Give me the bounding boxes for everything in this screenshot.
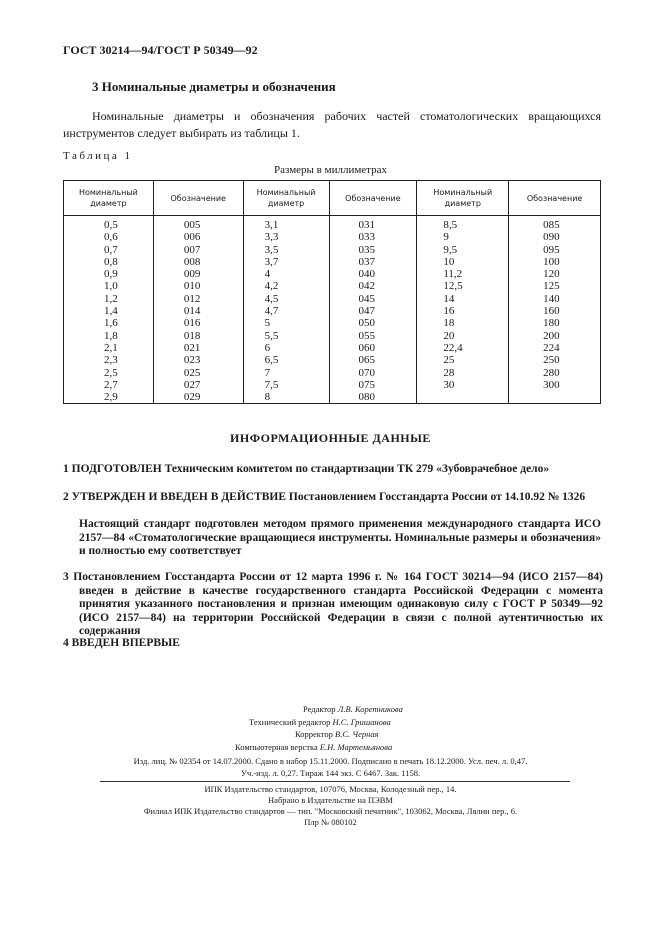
- table-row: [64, 305, 601, 317]
- credit-line: [235, 703, 403, 716]
- divider: [100, 781, 570, 782]
- table-cell: 007: [153, 244, 243, 256]
- table-cell: 070: [329, 367, 417, 379]
- intro-paragraph: Номинальные диаметры и обозначения рабочих частей стоматологических вращающихся инструментов следует выбирать из таблицы 1.: [63, 109, 601, 140]
- table-cell: 065: [329, 354, 417, 366]
- table-cell: 014: [153, 305, 243, 317]
- table-cell: 3,1: [243, 216, 329, 232]
- table-cell: 037: [329, 256, 417, 268]
- table-cell: 025: [153, 367, 243, 379]
- table-cell: 200: [509, 330, 601, 342]
- table-cell: [509, 391, 601, 404]
- table-cell: [417, 391, 509, 404]
- table-cell: 5,5: [243, 330, 329, 342]
- table-cell: 2,1: [64, 342, 154, 354]
- table-cell: 22,4: [417, 342, 509, 354]
- table-cell: 1,2: [64, 293, 154, 305]
- table-cell: 250: [509, 354, 601, 366]
- info-item-2: 2 УТВЕРЖДЕН И ВВЕДЕН В ДЕЙСТВИЕ Постановлением Госстандарта России от 14.10.92 № 1326: [63, 491, 586, 503]
- table-row: [64, 268, 601, 280]
- table-cell: 20: [417, 330, 509, 342]
- publisher-line: Филиал ИПК Издательство стандартов — тип. "Московский печатник", 103062, Москва, Лялин пер., 6.: [143, 806, 518, 816]
- credits-block: [235, 703, 403, 753]
- table-header-cell: Номинальный диаметр: [243, 181, 329, 216]
- table-row: [64, 317, 601, 329]
- table-header-cell: Обозначение: [153, 181, 243, 216]
- table-row: [64, 244, 601, 256]
- table-cell: 018: [153, 330, 243, 342]
- table-cell: 18: [417, 317, 509, 329]
- table-cell: 224: [509, 342, 601, 354]
- table-row: [64, 231, 601, 243]
- table-cell: 180: [509, 317, 601, 329]
- table-cell: 300: [509, 379, 601, 391]
- table-cell: 160: [509, 305, 601, 317]
- table-header-cell: Номинальный диаметр: [64, 181, 154, 216]
- credit-name: Л.В. Коретникова: [337, 704, 403, 714]
- table-row: [64, 280, 601, 292]
- table-cell: 012: [153, 293, 243, 305]
- table-cell: 0,5: [64, 216, 154, 232]
- table-cell: 031: [329, 216, 417, 232]
- table-cell: 6,5: [243, 354, 329, 366]
- table-cell: 28: [417, 367, 509, 379]
- table-header-cell: Обозначение: [509, 181, 601, 216]
- table-cell: 3,3: [243, 231, 329, 243]
- table-cell: 016: [153, 317, 243, 329]
- table-cell: 120: [509, 268, 601, 280]
- table-cell: 3,5: [243, 244, 329, 256]
- publisher-block: [0, 784, 661, 828]
- table-cell: 095: [509, 244, 601, 256]
- table-cell: 047: [329, 305, 417, 317]
- imprint-line: Уч.-изд. л. 0,27. Тираж 144 экз. С 6467. Зак. 1158.: [240, 767, 421, 778]
- table-cell: 045: [329, 293, 417, 305]
- info-item-1: 1 ПОДГОТОВЛЕН Техническим комитетом по стандартизации ТК 279 «Зубоврачебное дело»: [63, 463, 550, 475]
- table-cell: 25: [417, 354, 509, 366]
- table-row: [64, 330, 601, 342]
- table-cell: 029: [153, 391, 243, 404]
- credit-line: [235, 728, 403, 741]
- table-cell: 035: [329, 244, 417, 256]
- table-cell: 125: [509, 280, 601, 292]
- table-cell: 1,0: [64, 280, 154, 292]
- table-row: [64, 256, 601, 268]
- publisher-line: Набрано в Издательстве на ПЭВМ: [268, 795, 393, 805]
- table-cell: 30: [417, 379, 509, 391]
- table-cell: 1,8: [64, 330, 154, 342]
- table-cell: 4,2: [243, 280, 329, 292]
- credit-line: [235, 741, 403, 754]
- section-title: 3 Номинальные диаметры и обозначения: [92, 79, 336, 94]
- credit-name: В.С. Черная: [335, 729, 379, 739]
- table-cell: 11,2: [417, 268, 509, 280]
- publisher-line: ИПК Издательство стандартов, 107076, Москва, Колодезный пер., 14.: [204, 784, 457, 794]
- table-cell: 140: [509, 293, 601, 305]
- table-cell: 027: [153, 379, 243, 391]
- table-cell: 0,9: [64, 268, 154, 280]
- credit-role: Технический редактор: [249, 716, 331, 727]
- table-cell: 100: [509, 256, 601, 268]
- credit-name: Е.Н. Мартемьянова: [319, 741, 393, 752]
- table-cell: 4: [243, 268, 329, 280]
- table-cell: 12,5: [417, 280, 509, 292]
- table-cell: 009: [153, 268, 243, 280]
- table-label: Таблица 1: [63, 150, 133, 162]
- table-cell: 040: [329, 268, 417, 280]
- table-row: [64, 293, 601, 305]
- table-cell: 090: [509, 231, 601, 243]
- table-cell: 2,7: [64, 379, 154, 391]
- table-cell: 023: [153, 354, 243, 366]
- table-cell: 1,4: [64, 305, 154, 317]
- info-item-3-text: 3 Постановлением Госстандарта России от 12 марта 1996 г. № 164 ГОСТ 30214—94 (ИСО 2157—84) введен в действие в качестве государственного стандарта Российской Федерации с момента принятия указанного постановления и признан имеющим одинаковую силу с ГОСТ Р 50349—92 (ИСО 2157—84) на территории Российской Федерации в связи с полной аутентичностью их содержания: [63, 571, 603, 637]
- table-cell: 0,7: [64, 244, 154, 256]
- info-item-4: 4 ВВЕДЕН ВПЕРВЫЕ: [63, 637, 180, 649]
- info-item-2-note: Настоящий стандарт подготовлен методом прямого применения международного стандарта ИСО 2157—84 «Стоматологические вращающиеся инструменты. Номинальные размеры и обозначения» и полностью ему соответствует: [79, 518, 601, 557]
- table-row: [64, 391, 601, 404]
- table-row: [64, 379, 601, 391]
- table-cell: 008: [153, 256, 243, 268]
- table-cell: 006: [153, 231, 243, 243]
- table-cell: 7: [243, 367, 329, 379]
- imprint-block: [0, 756, 661, 779]
- diameters-table: [63, 180, 601, 404]
- table-body: [64, 216, 601, 404]
- table-cell: 050: [329, 317, 417, 329]
- table-cell: 4,5: [243, 293, 329, 305]
- dimensions-note: Размеры в миллиметрах: [274, 164, 387, 176]
- table-cell: 080: [329, 391, 417, 404]
- table-cell: 16: [417, 305, 509, 317]
- table-cell: 1,6: [64, 317, 154, 329]
- credit-role: Редактор: [303, 704, 336, 714]
- document-header: ГОСТ 30214—94/ГОСТ Р 50349—92: [63, 43, 258, 57]
- table-cell: 042: [329, 280, 417, 292]
- table-cell: 0,6: [64, 231, 154, 243]
- credit-role: Корректор: [295, 729, 333, 739]
- table-cell: 5: [243, 317, 329, 329]
- table-cell: 4,7: [243, 305, 329, 317]
- table-cell: 075: [329, 379, 417, 391]
- table-cell: 10: [417, 256, 509, 268]
- info-item-3: [63, 571, 603, 639]
- table-cell: 8,5: [417, 216, 509, 232]
- table-cell: 2,5: [64, 367, 154, 379]
- table-cell: 8: [243, 391, 329, 404]
- table-cell: 085: [509, 216, 601, 232]
- imprint-line: Изд. лиц. № 02354 от 14.07.2000. Сдано в набор 15.11.2000. Подписано в печать 18.12.2000. Усл. печ. л. 0,47.: [133, 756, 528, 766]
- credit-name: Н.С. Гришанова: [332, 716, 391, 727]
- table-cell: 6: [243, 342, 329, 354]
- table-header-cell: Номинальный диаметр: [417, 181, 509, 216]
- table-row: [64, 216, 601, 232]
- table-cell: 033: [329, 231, 417, 243]
- table-cell: 280: [509, 367, 601, 379]
- publisher-line: Плр № 080102: [304, 817, 357, 827]
- credit-role: Компьютерная верстка: [235, 741, 318, 752]
- table-cell: 060: [329, 342, 417, 354]
- table-header-row: [64, 181, 601, 216]
- table-row: [64, 354, 601, 366]
- table-header-cell: Обозначение: [329, 181, 417, 216]
- table-cell: 055: [329, 330, 417, 342]
- info-title: ИНФОРМАЦИОННЫЕ ДАННЫЕ: [230, 431, 431, 445]
- table-cell: 0,8: [64, 256, 154, 268]
- table-row: [64, 342, 601, 354]
- table-cell: 010: [153, 280, 243, 292]
- table-cell: 021: [153, 342, 243, 354]
- table-cell: 2,3: [64, 354, 154, 366]
- table-cell: 9: [417, 231, 509, 243]
- credit-line: [235, 716, 403, 729]
- table-cell: 2,9: [64, 391, 154, 404]
- table-cell: 14: [417, 293, 509, 305]
- table-cell: 9,5: [417, 244, 509, 256]
- table-cell: 005: [153, 216, 243, 232]
- table-cell: 3,7: [243, 256, 329, 268]
- table-row: [64, 367, 601, 379]
- table-cell: 7,5: [243, 379, 329, 391]
